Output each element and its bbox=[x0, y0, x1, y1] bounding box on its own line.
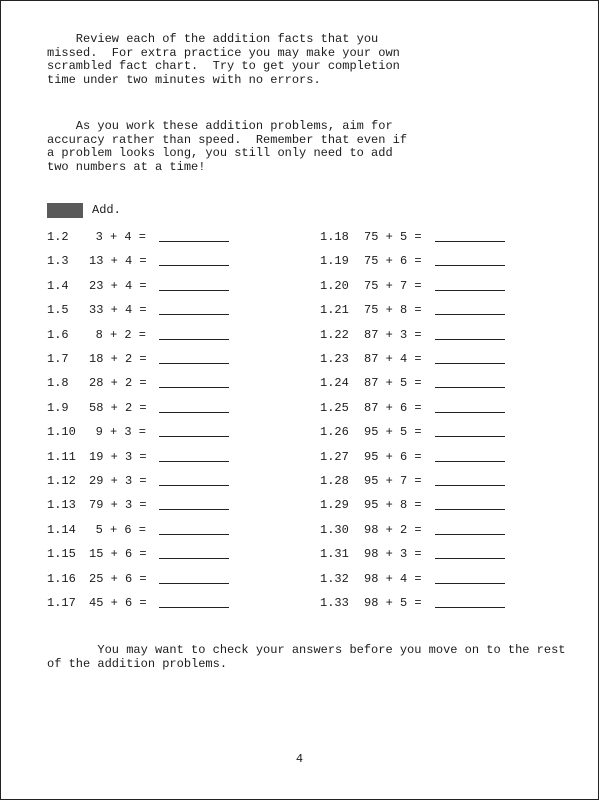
check-answers-note: You may want to check your answers before you move on to the rest of the addition problems. bbox=[47, 643, 566, 671]
answer-blank[interactable] bbox=[435, 412, 505, 413]
problem-number: 1.2 bbox=[47, 230, 69, 244]
problem-expression: 98 + 4 = bbox=[364, 571, 422, 586]
problem-expression: 95 + 8 = bbox=[364, 498, 422, 513]
problem-number: 1.21 bbox=[320, 303, 349, 318]
problem-number: 1.26 bbox=[320, 425, 349, 440]
answer-blank[interactable] bbox=[435, 485, 505, 486]
problem-expression: 23 + 4 = bbox=[89, 278, 147, 293]
problem-number: 1.32 bbox=[320, 571, 349, 586]
answer-blank[interactable] bbox=[435, 607, 505, 608]
problem-expression: 5 + 6 = bbox=[95, 522, 146, 537]
answer-blank[interactable] bbox=[435, 436, 505, 437]
answer-blank[interactable] bbox=[435, 509, 505, 510]
problem-number: 1.11 bbox=[47, 449, 76, 464]
problem-expression: 58 + 2 = bbox=[89, 400, 147, 415]
answer-blank[interactable] bbox=[159, 363, 229, 364]
problem-expression: 28 + 2 = bbox=[89, 376, 147, 391]
problem-number: 1.19 bbox=[320, 254, 349, 269]
problem-number: 1.28 bbox=[320, 474, 349, 488]
problem-number: 1.3 bbox=[47, 254, 69, 269]
answer-blank[interactable] bbox=[435, 558, 505, 559]
problem-number: 1.7 bbox=[47, 352, 69, 366]
problem-expression: 25 + 6 = bbox=[89, 571, 147, 586]
answer-blank[interactable] bbox=[435, 265, 505, 266]
problem-number: 1.9 bbox=[47, 400, 69, 415]
directive-marker bbox=[47, 203, 83, 218]
answer-blank[interactable] bbox=[159, 461, 229, 462]
problem-number: 1.24 bbox=[320, 376, 349, 391]
problem-number: 1.8 bbox=[47, 376, 69, 391]
problem-expression: 15 + 6 = bbox=[89, 547, 147, 562]
problem-number: 1.16 bbox=[47, 571, 76, 586]
problem-number: 1.5 bbox=[47, 303, 69, 318]
problem-number: 1.31 bbox=[320, 547, 349, 562]
answer-blank[interactable] bbox=[159, 241, 229, 242]
problem-number: 1.25 bbox=[320, 400, 349, 415]
problem-expression: 19 + 3 = bbox=[89, 449, 147, 464]
problem-number: 1.4 bbox=[47, 278, 69, 293]
problem-expression: 9 + 3 = bbox=[95, 425, 146, 440]
problem-number: 1.27 bbox=[320, 449, 349, 464]
problem-expression: 98 + 5 = bbox=[364, 596, 422, 610]
answer-blank[interactable] bbox=[159, 339, 229, 340]
page-number: 4 bbox=[295, 752, 304, 766]
problem-expression: 13 + 4 = bbox=[89, 254, 147, 269]
problem-number: 1.12 bbox=[47, 474, 76, 488]
problem-expression: 87 + 6 = bbox=[364, 400, 422, 415]
directive-label: Add. bbox=[92, 203, 121, 217]
answer-blank[interactable] bbox=[435, 290, 505, 291]
problem-expression: 95 + 7 = bbox=[364, 474, 422, 488]
answer-blank[interactable] bbox=[435, 461, 505, 462]
problem-expression: 75 + 5 = bbox=[364, 230, 422, 244]
review-instructions: Review each of the addition facts that you missed. For extra practice you may make your own scrambled fact chart. Try to get your completion time under two minutes with no errors. bbox=[47, 32, 400, 88]
problem-expression: 75 + 8 = bbox=[364, 303, 422, 318]
answer-blank[interactable] bbox=[159, 558, 229, 559]
problem-expression: 98 + 2 = bbox=[364, 522, 422, 537]
problem-number: 1.20 bbox=[320, 278, 349, 293]
problem-number: 1.13 bbox=[47, 498, 76, 513]
answer-blank[interactable] bbox=[435, 314, 505, 315]
answer-blank[interactable] bbox=[435, 241, 505, 242]
accuracy-instructions: As you work these addition problems, aim for accuracy rather than speed. Remember that even if a problem looks long, you still only need to add two numbers at a time! bbox=[47, 119, 408, 175]
problem-number: 1.14 bbox=[47, 522, 76, 537]
problem-expression: 79 + 3 = bbox=[89, 498, 147, 513]
answer-blank[interactable] bbox=[159, 387, 229, 388]
answer-blank[interactable] bbox=[159, 290, 229, 291]
problem-number: 1.33 bbox=[320, 596, 349, 610]
answer-blank[interactable] bbox=[159, 412, 229, 413]
problem-expression: 75 + 7 = bbox=[364, 278, 422, 293]
problem-expression: 3 + 4 = bbox=[95, 230, 146, 244]
problem-number: 1.22 bbox=[320, 327, 349, 342]
problem-expression: 33 + 4 = bbox=[89, 303, 147, 318]
problem-expression: 8 + 2 = bbox=[95, 327, 146, 342]
answer-blank[interactable] bbox=[159, 436, 229, 437]
problem-expression: 95 + 6 = bbox=[364, 449, 422, 464]
problem-number: 1.6 bbox=[47, 327, 69, 342]
problem-number: 1.23 bbox=[320, 352, 349, 366]
problem-number: 1.18 bbox=[320, 230, 349, 244]
answer-blank[interactable] bbox=[159, 583, 229, 584]
answer-blank[interactable] bbox=[159, 509, 229, 510]
answer-blank[interactable] bbox=[159, 607, 229, 608]
problem-expression: 87 + 5 = bbox=[364, 376, 422, 391]
problem-expression: 18 + 2 = bbox=[89, 352, 147, 366]
problem-expression: 45 + 6 = bbox=[89, 596, 147, 610]
problem-expression: 87 + 4 = bbox=[364, 352, 422, 366]
answer-blank[interactable] bbox=[435, 387, 505, 388]
problem-expression: 87 + 3 = bbox=[364, 327, 422, 342]
answer-blank[interactable] bbox=[159, 534, 229, 535]
answer-blank[interactable] bbox=[435, 583, 505, 584]
answer-blank[interactable] bbox=[435, 534, 505, 535]
answer-blank[interactable] bbox=[159, 314, 229, 315]
problem-number: 1.10 bbox=[47, 425, 76, 440]
answer-blank[interactable] bbox=[159, 265, 229, 266]
problem-number: 1.15 bbox=[47, 547, 76, 562]
problem-number: 1.30 bbox=[320, 522, 349, 537]
answer-blank[interactable] bbox=[435, 339, 505, 340]
problem-expression: 29 + 3 = bbox=[89, 474, 147, 488]
problem-number: 1.29 bbox=[320, 498, 349, 513]
problem-expression: 75 + 6 = bbox=[364, 254, 422, 269]
problem-expression: 98 + 3 = bbox=[364, 547, 422, 562]
problem-number: 1.17 bbox=[47, 596, 76, 610]
answer-blank[interactable] bbox=[159, 485, 229, 486]
answer-blank[interactable] bbox=[435, 363, 505, 364]
problem-expression: 95 + 5 = bbox=[364, 425, 422, 440]
